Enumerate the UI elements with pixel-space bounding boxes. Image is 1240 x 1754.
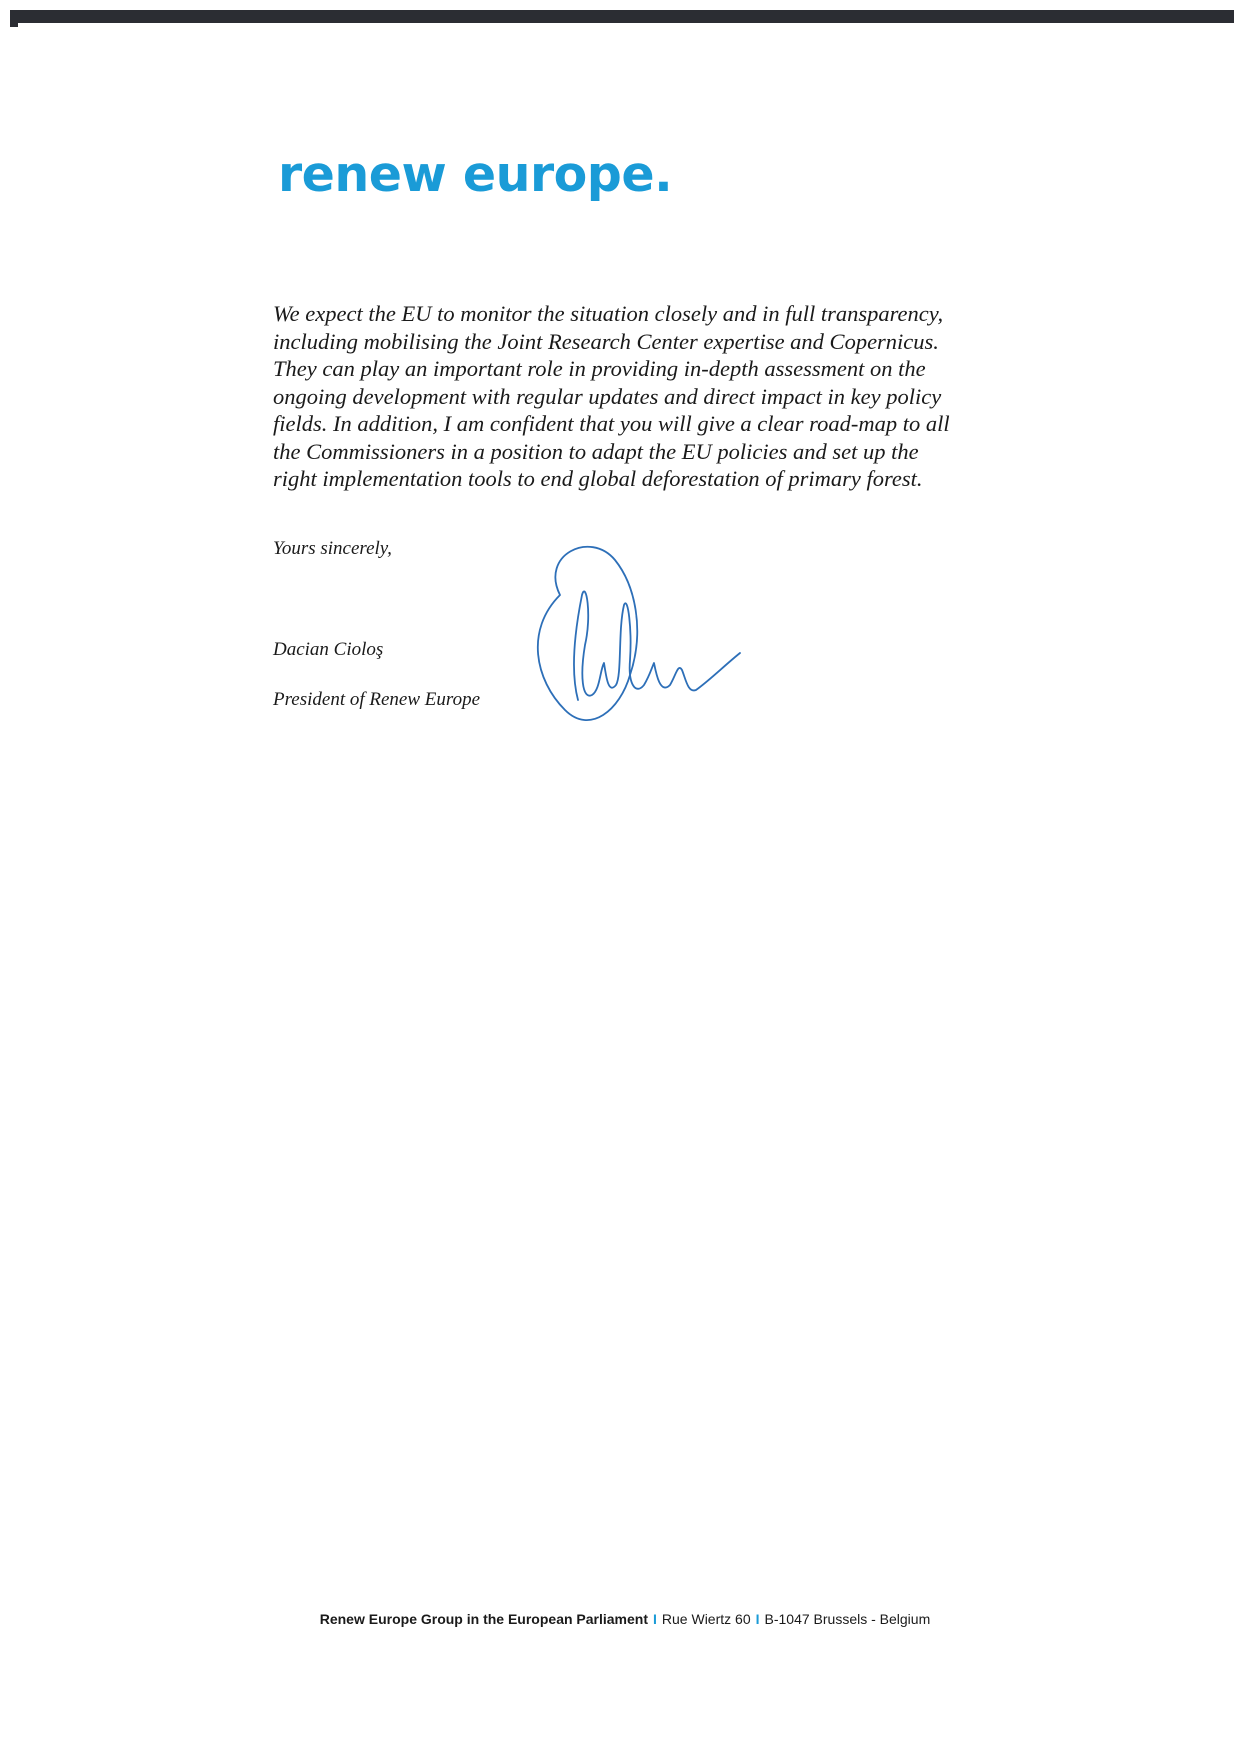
signer-name: Dacian Cioloş: [273, 639, 384, 660]
footer-organization: Renew Europe Group in the European Parliament: [319, 1611, 649, 1627]
letter-body-line: right implementation tools to end global deforestation of primary forest.: [273, 466, 923, 491]
letter-body-line: the Commissioners in a position to adapt the EU policies and set up the: [273, 438, 919, 464]
letter-body-line: We expect the EU to monitor the situation closely and in full transparency,: [273, 301, 944, 326]
letter-body-line: including mobilising the Joint Research Center expertise and Copernicus.: [273, 328, 939, 354]
closing-salutation: Yours sincerely,: [273, 538, 392, 559]
letter-body: [273, 300, 993, 493]
scan-top-bar-edge: [10, 23, 18, 27]
signature-letters: [574, 591, 740, 700]
letter-body-line: They can play an important role in providing in-depth assessment on the: [273, 356, 926, 381]
signer-title: President of Renew Europe: [273, 689, 481, 710]
footer-separator: I: [755, 1611, 760, 1627]
letter-body-line: ongoing development with regular updates and direct impact in key policy: [273, 383, 942, 409]
scan-top-bar: [10, 10, 1234, 23]
footer-street: Rue Wiertz 60: [661, 1611, 751, 1627]
handwritten-signature: [520, 535, 760, 745]
footer-city: B-1047 Brussels - Belgium: [764, 1611, 931, 1627]
footer-separator: I: [653, 1611, 657, 1627]
footer-address: [0, 1612, 1240, 1626]
letter-body-line: fields. In addition, I am confident that you will give a clear road-map to all: [273, 411, 950, 436]
brand-logo: renew europe.: [278, 146, 673, 203]
